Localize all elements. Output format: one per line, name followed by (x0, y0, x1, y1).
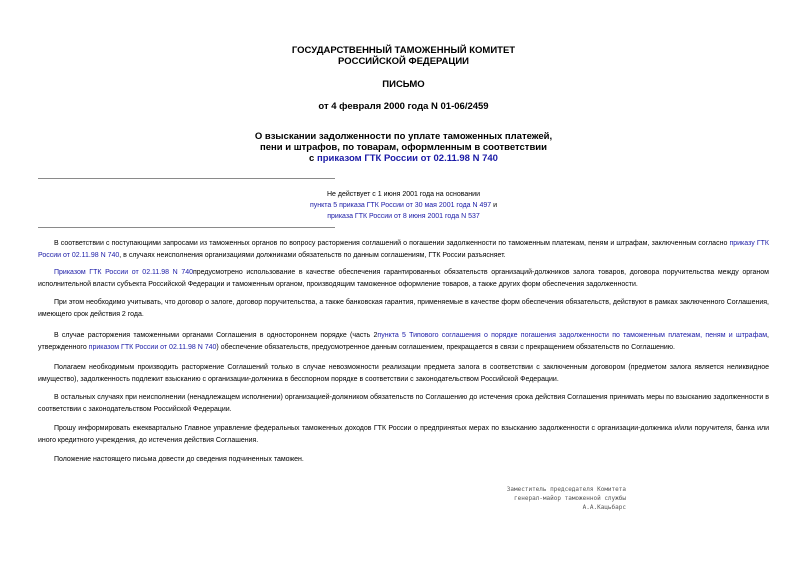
paragraph-1-tail: , в случаях неисполнения организациями должниками обязательств по данным соглашениям, ГТК России разъясняет. (119, 252, 506, 259)
order-497-link[interactable]: пункта 5 приказа ГТК России от 30 мая 2001 года N 497 (309, 202, 492, 209)
status-note-and: и (491, 202, 498, 209)
org-name-line2: РОССИЙСКОЙ ФЕДЕРАЦИИ (337, 56, 469, 67)
paragraph-4-mid: , утвержденного (38, 332, 769, 351)
status-note-line1: Не действует с 1 июня 2001 года на основании (327, 191, 480, 198)
paragraph-6: В остальных случаях при неисполнении (ненадлежащем исполнении) организацией-должником обязательств по Соглашению до истечения срока действия Соглашения принимать меры по взысканию задолженности в соответствии с законодательством Российской Федерации. (38, 394, 769, 413)
order-537-link[interactable]: приказа ГТК России от 8 июня 2001 года N 537 (327, 213, 480, 220)
signature-line1: Заместитель председателя Комитета (506, 486, 626, 493)
document-date-number: от 4 февраля 2000 года N 01-06/2459 (318, 101, 489, 112)
signature-line3: А.А.Кацьбарс (582, 504, 626, 511)
document-type: ПИСЬМО (382, 79, 425, 90)
paragraph-4-text: В случае расторжения таможенными органами Соглашения в одностороннем порядке (часть 2 (54, 332, 378, 339)
paragraph-4-link2[interactable]: приказом ГТК России от 02.11.98 N 740 (88, 344, 217, 351)
paragraph-5: Полагаем необходимым производить расторжение Соглашений только в случае невозможности реализации предмета залога в соответствии с заключенным договором (предметом залога является неликвидное имущество), задолженность подлежит взысканию с организации-должника в бесспорном порядке в соответствии с законодательством Российской Федерации. (38, 364, 769, 383)
divider-top (38, 178, 335, 179)
divider-bottom (38, 227, 335, 228)
paragraph-2-text: предусмотрено использование в качестве обеспечения гарантированных обязательств организаций-должников залога товаров, договора поручительства между органом исполнительной власти субъекта Российской Федерации и таможенным органом, производящим таможенное оформление товаров, а также других форм обеспечения задолженности. (38, 269, 769, 288)
paragraph-2-link[interactable]: Приказом ГТК России (54, 269, 129, 276)
paragraph-2 (38, 267, 769, 291)
paragraph-8: Положение настоящего письма довести до сведения подчиненных таможен. (54, 456, 304, 463)
paragraph-2-date[interactable]: от 02.11.98 (128, 269, 173, 276)
paragraph-4-link[interactable]: пункта 5 Типового соглашения о порядке погашения задолженности по таможенным платежам, пеням и штрафам (377, 332, 768, 339)
subject-line1: О взыскании задолженности по уплате таможенных платежей, (254, 131, 553, 142)
paragraph-4-tail: ) обеспечение обязательств, предусмотренное данным соглашением, прекращается в связи с прекращением обязательств по Соглашению. (216, 344, 675, 351)
org-name-line1: ГОСУДАРСТВЕННЫЙ ТАМОЖЕННЫЙ КОМИТЕТ (291, 45, 516, 56)
paragraph-2-link2[interactable]: N 740 (172, 269, 193, 276)
signature-line2: генерал-майор таможенной службы (514, 495, 626, 502)
subject-prefix: с (309, 153, 317, 164)
subject-line3 (0, 153, 807, 164)
paragraph-1 (38, 238, 769, 262)
order-740-link[interactable]: приказом ГТК России от 02.11.98 N 740 (316, 153, 498, 164)
paragraph-1-link[interactable]: приказу ГТК России от 02.11.98 N 740 (38, 240, 769, 259)
paragraph-7: Прошу информировать ежеквартально Главное управление федеральных таможенных доходов ГТК России о предпринятых мерах по взысканию задолженности с организации-должника и/или поручителя, банка или иного кредитного учреждения, до истечения действия Соглашения. (38, 425, 769, 444)
paragraph-4 (38, 330, 769, 354)
status-note-line3 (0, 211, 807, 223)
subject-line2: пени и штрафов, по товарам, оформленным в соответствии (260, 142, 547, 153)
paragraph-3: При этом необходимо учитывать, что договор о залоге, договор поручительства, а также банковская гарантия, применяемые в качестве форм обеспечения обязательств, действуют в рамках заключенного Соглашения, имеющего срок действия 2 года. (38, 299, 769, 318)
paragraph-1-text: В соответствии с поступающими запросами из таможенных органов по вопросу расторжения соглашений о погашении задолженности по таможенным платежам, пеням и штрафам, заключенным согласно (54, 240, 730, 247)
